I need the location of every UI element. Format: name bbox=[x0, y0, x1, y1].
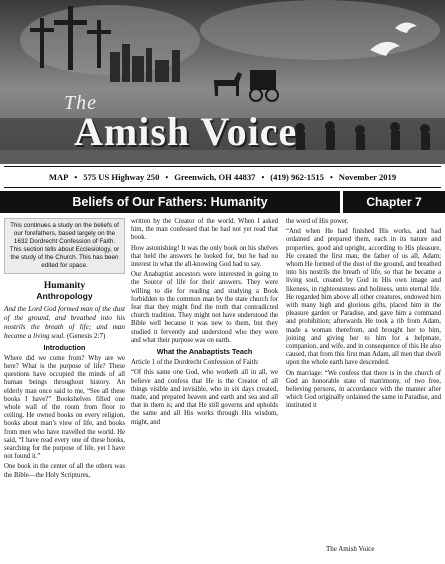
paragraph: “Of this same one God, who worketh all in all, we believe and confess that He is the Creator of all things visible and invisible, who in six days created, made, and prepared heaven and earth and sea and all that in them is; and that He still governs and upholds the same and all His works through His wisdom, might, and bbox=[131, 369, 278, 426]
phone: (419) 962-1515 bbox=[270, 172, 324, 182]
paragraph: One book in the center of all the others was the Bible—the Holy Scriptures, bbox=[4, 463, 125, 479]
chapter-band bbox=[343, 191, 445, 213]
paragraph: How astonishing! It was the only book on his shelves that held the answers he looked for, but he had no interest in what the all-knowing God had to say. bbox=[131, 244, 278, 269]
scripture-quote bbox=[4, 305, 125, 340]
chapter-label: Chapter 7 bbox=[366, 195, 422, 209]
column-3 bbox=[286, 218, 441, 413]
separator-dot: • bbox=[74, 172, 78, 182]
quote-text: And the Lord God formed man of the dust of the ground, and breathed into his nostrils the breath of life; and man became a living soul. bbox=[4, 305, 125, 340]
page-footer: The Amish Voice bbox=[326, 545, 375, 553]
paragraph: “And when He had finished His works, and had ordained and prepared them, each in its nature and properties, good and upright, according to His pleasure, He created the first man, the father of us all, Adam; whom He formed of the dust of the ground, and breathed into his nostrils the breath of life, so that he became a living soul, created by God in His own image and likeness, in righteousness and holiness, unto eternal life. He regarded him above all other creatures, endowed him with many high and glorious gifts, placed him in the pleasure garden or Paradise, and gave him a command and prohibition; afterwards He took a rib from Adam, made a woman therefrom, and brought her to him, joining and giving her to him for a helpmate, companion, and wife, and in consequence of this He also caused, that from this first man Adam, all men that dwell upon the whole earth have descended. bbox=[286, 228, 441, 367]
column-2 bbox=[131, 218, 278, 429]
separator-dot: • bbox=[261, 172, 265, 182]
section-heading: Humanity bbox=[43, 281, 86, 291]
quote-reference: (Genesis 2:7) bbox=[66, 331, 106, 340]
issue-date: November 2019 bbox=[338, 172, 397, 182]
address: 575 US Highway 250 bbox=[83, 172, 160, 182]
anabaptists-heading: What the Anabaptists Teach bbox=[156, 347, 253, 357]
org-name: MAP bbox=[48, 172, 69, 182]
separator-dot: • bbox=[165, 172, 169, 182]
section-subheading: Anthropology bbox=[36, 291, 93, 302]
separator-dot: • bbox=[329, 172, 333, 182]
city: Greenwich, OH 44837 bbox=[174, 172, 256, 182]
top-rule bbox=[4, 166, 441, 167]
paragraph: the word of His power. bbox=[286, 218, 349, 225]
paragraph: Our Anabaptist ancestors were interested in going to the Source of life for their answers. They were willing to die for reading and studying a Book forbidden to the common man by the state church for fear that they might find the truth that contradicted church tradition. They might not have understood the Bible well because it was new to them, but they studied it fervently and understood who they were and what their purpose was on earth. bbox=[131, 271, 278, 344]
paragraph: written by the Creator of the world. When I asked him, the man confessed that he had not yet read that book. bbox=[131, 218, 278, 242]
column-1 bbox=[4, 218, 125, 482]
paragraph: Article 1 of the Dordrecht Confession of Faith: bbox=[131, 359, 259, 367]
intro-box: This continues a study on the beliefs of our forefathers, based largely on the 1632 Dordrecht Confession of Faith. This section tells about Ecclesiology, or the study of the Church. This has been edited for space. bbox=[4, 218, 125, 274]
article-title: Beliefs of Our Fathers: Humanity bbox=[72, 195, 268, 209]
masthead-title-prefix: The bbox=[64, 92, 97, 114]
buggy-icon bbox=[214, 70, 278, 101]
masthead bbox=[0, 0, 445, 164]
masthead-info-bar bbox=[0, 168, 445, 186]
paragraph: On marriage: “We confess that there is in the church of God an honorable state of matrimony, of two free, believing persons, in accordance with the manner after which God originally ordained the same in Paradise, and instituted it bbox=[286, 369, 441, 410]
paragraph: Where did we come from? Why are we here? What is the purpose of life? These questions have occupied the minds of all human beings throughout history. An elderly man once said to me, “See all these books I have?” Bookshelves filled one whole wall of the room from floor to ceiling. He owned books on every religion, books about man’s view of life, and books from men who have travelled the world. He said, “I have read every one of these books, searching for the purpose of life, yet I have not found it.” bbox=[4, 354, 125, 461]
masthead-title: Amish Voice bbox=[74, 109, 298, 154]
bottom-rule bbox=[4, 187, 441, 188]
introduction-heading: Introduction bbox=[43, 342, 86, 352]
article-title-band bbox=[0, 191, 340, 213]
